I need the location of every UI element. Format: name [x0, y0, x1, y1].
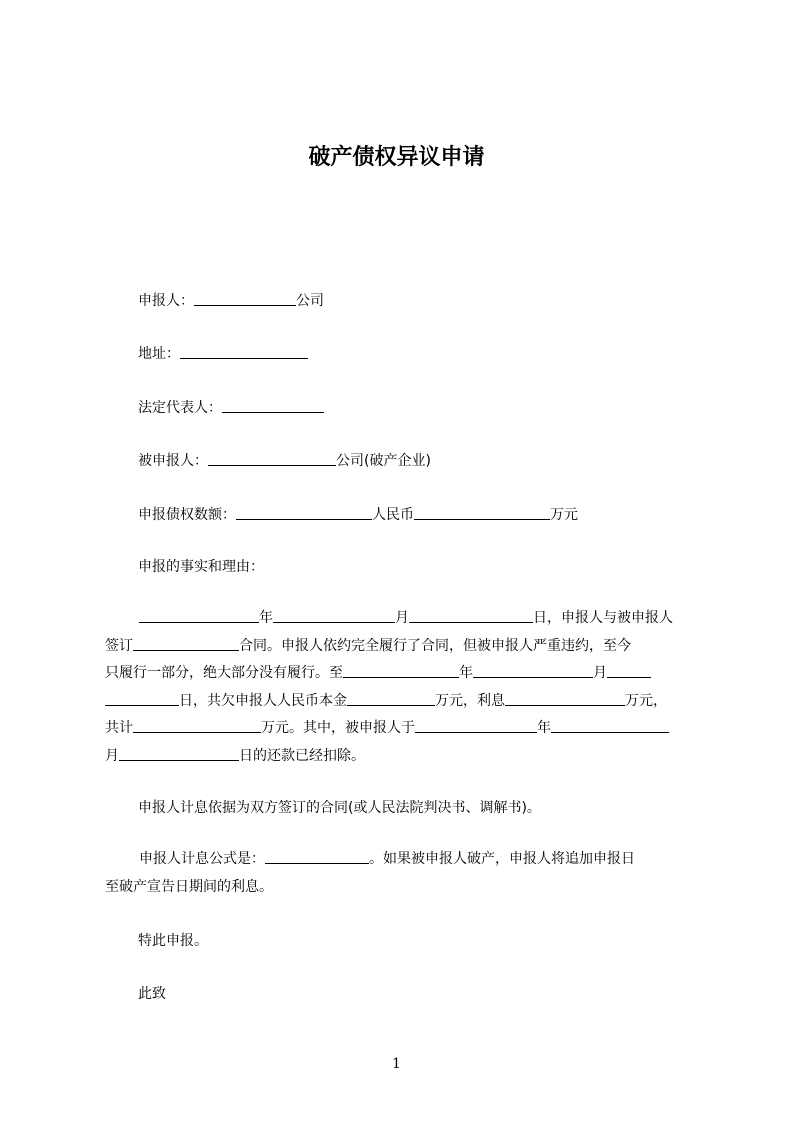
facts-text: 万元， [625, 692, 667, 709]
amount-mid: 人民币 [372, 507, 414, 523]
facts-paragraph [105, 605, 705, 770]
blank [105, 691, 179, 706]
blank [551, 718, 669, 733]
legal-rep-line [138, 398, 324, 418]
facts-line-6 [105, 743, 705, 771]
blank [139, 608, 259, 623]
blank [133, 636, 239, 651]
salutation: 此致 [138, 986, 166, 1002]
facts-text: 日的还款已经扣除。 [239, 747, 365, 764]
facts-line-3 [105, 660, 705, 688]
formula-line-1 [105, 846, 705, 874]
facts-text: 月 [395, 610, 409, 626]
facts-text: 月 [593, 665, 607, 681]
facts-line-5 [105, 715, 705, 743]
respondent-blank [208, 451, 336, 466]
facts-text: 只履行一部分，绝大部分没有履行。至 [105, 665, 343, 681]
address-line [138, 344, 308, 364]
amount-label: 申报债权数额： [138, 507, 236, 523]
blank [415, 718, 537, 733]
applicant-line [138, 291, 324, 311]
amount-rmb-blank [414, 505, 550, 520]
facts-label: 申报的事实和理由： [138, 559, 264, 575]
blank [119, 746, 239, 761]
blank [273, 608, 395, 623]
formula-paragraph [105, 846, 705, 901]
address-blank [180, 344, 308, 359]
respondent-suffix: 公司(破产企业) [336, 453, 431, 469]
facts-text: 月 [105, 747, 119, 764]
blank [343, 663, 459, 678]
facts-text: 日，申报人与被申报人 [533, 610, 673, 626]
facts-text: 签订 [105, 637, 133, 654]
blank [607, 663, 651, 678]
blank [505, 691, 625, 706]
address-label: 地址： [138, 346, 180, 362]
facts-line-1 [105, 605, 705, 633]
legal-rep-blank [222, 398, 324, 413]
formula-text: 申报人计息公式是： [139, 851, 265, 867]
facts-text: 年 [537, 720, 551, 736]
interest-basis: 申报人计息依据为双方签订的合同(或人民法院判决书、调解书)。 [138, 800, 541, 816]
amount-line [138, 505, 578, 525]
respondent-label: 被申报人： [138, 453, 208, 469]
blank [347, 691, 435, 706]
facts-text: 万元。其中，被申报人于 [261, 720, 415, 736]
facts-text: 共计 [105, 720, 133, 736]
page-number: 1 [392, 1056, 401, 1072]
applicant-suffix: 公司 [296, 293, 324, 309]
applicant-blank [194, 291, 296, 306]
facts-text: 年 [259, 610, 273, 626]
closing-text: 特此申报。 [138, 933, 208, 949]
blank [409, 608, 533, 623]
facts-text: 合同。申报人依约完全履行了合同，但被申报人严重违约，至今 [239, 637, 631, 654]
facts-text: 万元，利息 [435, 692, 505, 709]
formula-line-2: 至破产宣告日期间的利息。 [105, 878, 273, 895]
blank [473, 663, 593, 678]
formula-blank [265, 849, 369, 864]
amount-blank [236, 505, 372, 520]
facts-text: 年 [459, 665, 473, 681]
amount-unit: 万元 [550, 507, 578, 523]
blank [133, 718, 261, 733]
applicant-label: 申报人： [138, 293, 194, 309]
facts-text: 日，共欠申报人人民币本金 [179, 692, 347, 709]
formula-text: 。如果被申报人破产，申报人将追加申报日 [369, 851, 635, 867]
facts-line-4 [105, 688, 705, 716]
facts-line-2 [105, 633, 705, 661]
legal-rep-label: 法定代表人： [138, 400, 222, 416]
respondent-line [138, 451, 431, 471]
document-title: 破产债权异议申请 [308, 145, 485, 170]
